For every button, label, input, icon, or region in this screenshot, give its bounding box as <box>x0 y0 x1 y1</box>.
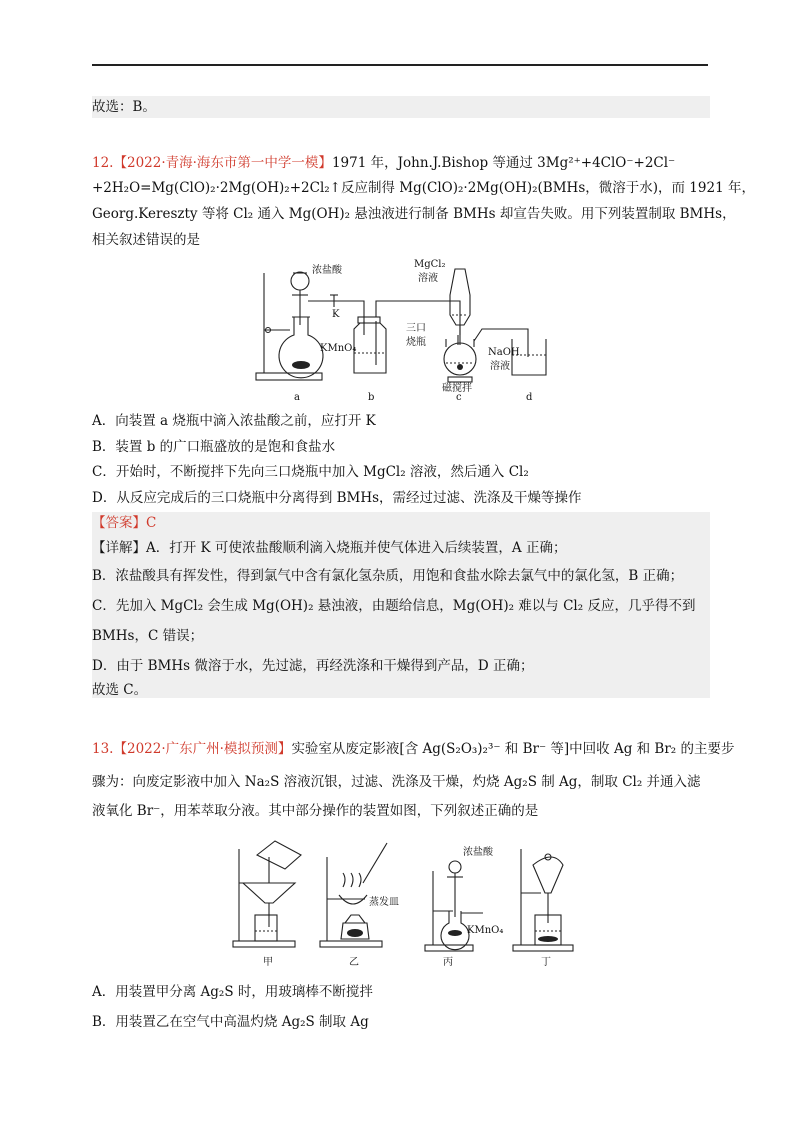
q12-apparatus-figure <box>250 255 570 405</box>
q12-analysis-6: 故选 C。 <box>92 682 148 698</box>
q13-apparatus-figure <box>215 835 585 970</box>
q13-fig-hcl-label: 浓盐酸 <box>463 847 493 858</box>
q13-line3: 液氧化 Br⁻，用苯萃取分液。其中部分操作的装置如图，下列叙述正确的是 <box>92 803 539 819</box>
q12-fig-naoh-label-2: 溶液 <box>490 361 510 372</box>
q12-answer: 【答案】C <box>92 515 157 531</box>
q13-fig-jia-label: 甲 <box>263 957 273 968</box>
q12-fig-three-neck-label-2: 烧瓶 <box>406 337 426 348</box>
q12-analysis-5: D．由于 BMHs 微溶于水，先过滤，再经洗涤和干燥得到产品，D 正确； <box>92 658 534 674</box>
q12-analysis-2: B．浓盐酸具有挥发性，得到氯气中含有氯化氢杂质，用饱和食盐水除去氯气中的氯化氢，B 正确； <box>92 568 684 584</box>
q13-line2: 骤为：向废定影液中加入 Na₂S 溶液沉银，过滤、洗涤及干燥，灼烧 Ag₂S 制 Ag，制取 Cl₂ 并通入滤 <box>92 774 701 790</box>
q13-fig-kmno4-label: KMnO₄ <box>467 925 504 936</box>
q13-line1 <box>92 739 735 759</box>
q12-fig-k-label: K <box>332 309 340 320</box>
header-rule <box>92 64 708 66</box>
q12-fig-three-neck-label: 三口 <box>406 323 426 334</box>
q12-fig-mgcl2-label: MgCl₂ <box>414 259 446 270</box>
q12-source: 【2022·青海·海东市第一中学一模】 <box>113 155 332 171</box>
q12-fig-mgcl2-label-2: 溶液 <box>418 273 438 284</box>
q12-option-c: C．开始时，不断搅拌下先向三口烧瓶中加入 MgCl₂ 溶液，然后通入 Cl₂ <box>92 464 529 480</box>
q13-source: 【2022·广东广州·模拟预测】 <box>113 741 292 757</box>
q13-option-a: A．用装置甲分离 Ag₂S 时，用玻璃棒不断搅拌 <box>92 984 373 1000</box>
q12-option-d: D．从反应完成后的三口烧瓶中分离得到 BMHs，需经过过滤、洗涤及干燥等操作 <box>92 490 582 506</box>
q12-fig-hcl-label: 浓盐酸 <box>312 265 342 276</box>
q12-text-1: 1971 年，John.J.Bishop 等通过 3Mg²⁺+4ClO⁻+2Cl⁻ <box>331 155 676 171</box>
q12-fig-stir-label: 磁搅拌 <box>442 383 472 394</box>
prev-conclusion-box <box>92 96 710 118</box>
prev-conclusion: 故选：B。 <box>92 99 156 115</box>
q12-option-b: B．装置 b 的广口瓶盛放的是饱和食盐水 <box>92 439 336 455</box>
q12-fig-kmno4-label: KMnO₄ <box>320 343 357 354</box>
q12-fig-d-label: d <box>526 392 533 403</box>
q12-line4: 相关叙述错误的是 <box>92 232 200 248</box>
q13-text-1: 实验室从废定影液[含 Ag(S₂O₃)₂³⁻ 和 Br⁻ 等]中回收 Ag 和 Br₂ 的主要步 <box>291 741 735 757</box>
q13-fig-yi-label: 乙 <box>349 957 359 968</box>
q12-fig-naoh-label: NaOH <box>488 347 520 358</box>
q12-line3: Georg.Kereszty 等将 Cl₂ 通入 Mg(OH)₂ 悬浊液进行制备 BMHs 却宣告失败。用下列装置制取 BMHs， <box>92 206 736 222</box>
q13-option-b: B．用装置乙在空气中高温灼烧 Ag₂S 制取 Ag <box>92 1014 369 1030</box>
q12-option-a: A．向装置 a 烧瓶中滴入浓盐酸之前，应打开 K <box>92 413 376 429</box>
q12-analysis-4: BMHs，C 错误； <box>92 628 204 644</box>
q12-fig-b-label: b <box>368 392 375 403</box>
q12-line1 <box>92 153 675 173</box>
q13-fig-dish-label: 蒸发皿 <box>369 897 399 908</box>
q13-fig-bing-label: 丙 <box>443 957 453 968</box>
q12-line2: +2H₂O=Mg(ClO)₂·2Mg(OH)₂+2Cl₂↑反应制得 Mg(ClO)₂·2Mg(OH)₂(BMHs，微溶于水)，而 1921 年， <box>92 180 755 196</box>
q12-analysis-1: 【详解】A．打开 K 可使浓盐酸顺利滴入烧瓶并使气体进入后续装置，A 正确； <box>92 540 567 556</box>
q13-number: 13. <box>92 741 114 757</box>
q12-fig-a-label: a <box>294 392 300 403</box>
q12-number: 12. <box>92 155 114 171</box>
q12-analysis-3: C．先加入 MgCl₂ 会生成 Mg(OH)₂ 悬浊液，由题给信息，Mg(OH)₂ 难以与 Cl₂ 反应，几乎得不到 <box>92 598 696 614</box>
q12-fig-c-label: c <box>456 392 462 403</box>
q13-fig-ding-label: 丁 <box>541 957 551 968</box>
